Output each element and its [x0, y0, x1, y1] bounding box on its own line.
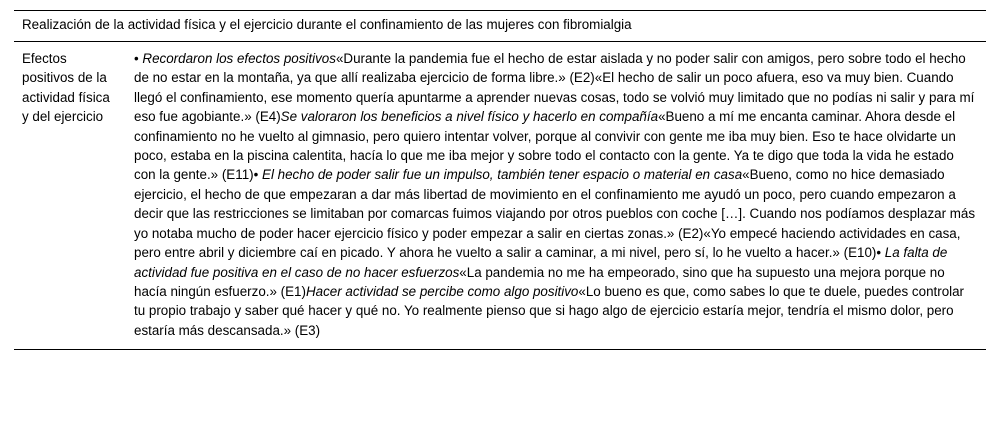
content-cell: [126, 41, 986, 350]
theme-subheading: Recordaron los efectos positivos: [142, 50, 336, 66]
theme-subheading: La falta de actividad fue positiva en el caso de no hacer esfuerzos: [134, 245, 948, 280]
verbatim-quote: «La pandemia no me ha empeorado, sino que ha supuesto una mejora porque no hacía ningún esfuerzo.» (E1): [134, 264, 945, 299]
theme-subheading: El hecho de poder salir fue un impulso, también tener espacio o material en casa: [262, 167, 743, 183]
bullet-marker: •: [876, 245, 885, 261]
table-header-row: [14, 11, 986, 42]
verbatim-quote: «Lo bueno es que, como sabes lo que te duele, puedes controlar tu propio trabajo y saber qué hacer y qué no. Yo realmente pienso que si hago algo de ejercicio estaría mejor, tendría el mismo dolor, pero estaría más descansada.» (E3): [134, 284, 965, 338]
bullet-marker: •: [134, 50, 143, 66]
verbatim-quote: «Bueno, como no hice demasiado ejercicio, el hecho de que empezaran a dar más libertad de movimiento en el confinamiento me ayudó un poco, pero cuando empezaron a decir que las restricciones se limitaban por comarcas fuimos viajando por otros pueblos con coche […]. Cuando nos podíamos desplazar más yo notaba mucho de poder hacer ejercicio físico y poder empezar a salir en ciertas zonas.» (E2)«Yo empecé haciendo actividades en casa, pero entre abril y diciembre caí en picado. Y ahora he vuelto a salir a caminar, a mi nivel, pero sí, lo he vuelto a hacer.» (E10): [134, 167, 976, 261]
theme-subheading: Hacer actividad se percibe como algo positivo: [305, 284, 579, 299]
table-row: [14, 41, 986, 350]
qualitative-results-table: [14, 10, 986, 350]
verbatim-quote: «Bueno a mí me encanta caminar. Ahora desde el confinamiento no he vuelto al gimnasio, pero quiero intentar volver, porque al convivir con gente me iba muy bien. Eso te hace olvidarte un poco, estaba en la piscina calentita, hacía lo que me iba mejor y sobre todo el contacto con la gente. Ya te digo que toda la vida he estado con la gente.» (E11): [134, 109, 956, 183]
theme-subheading: Se valoraron los beneficios a nivel físico y hacerlo en compañía: [280, 109, 659, 125]
verbatim-quote: «Durante la pandemia fue el hecho de estar aislada y no poder salir con amigos, pero sobre todo el hecho de no estar en la montaña, ya que allí realizaba ejercicio de forma libre.» (E2)«El hecho de salir un poco afuera, eso va muy bien. Cuando llegó el confinamiento, ese momento quería apuntarme a aprender nuevas cosas, todo se volvió muy limitado que no podías ni salir y para mí eso fue agobiante.» (E4): [134, 50, 975, 125]
category-cell: Efectos positivos de la actividad física y del ejercicio: [14, 41, 126, 350]
table-title-cell: Realización de la actividad física y el ejercicio durante el confinamiento de las mujeres con fibromialgia: [14, 11, 986, 42]
content-paragraph: [134, 49, 978, 341]
bullet-marker: •: [253, 167, 263, 183]
